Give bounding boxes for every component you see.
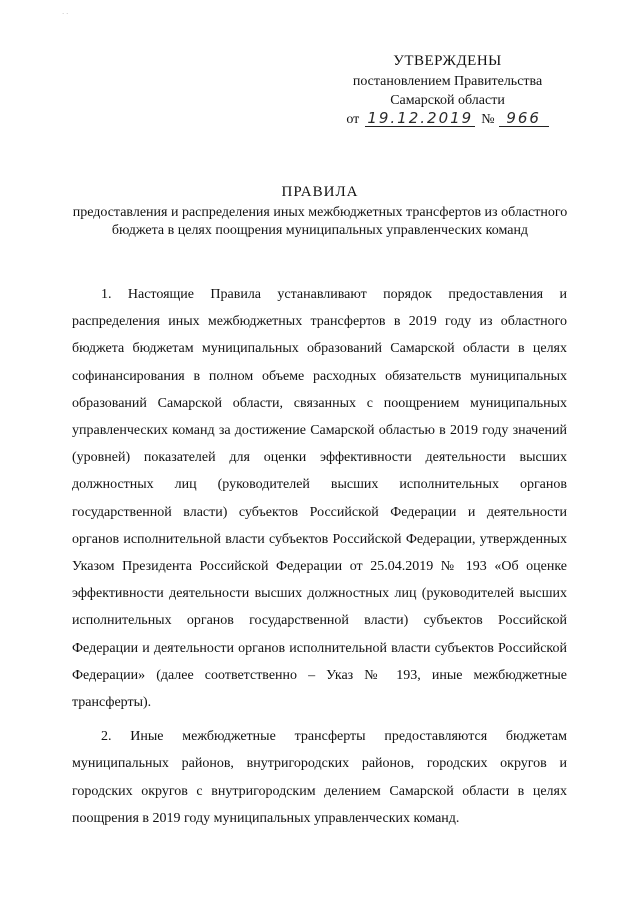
handwritten-date: 19.12.2019 xyxy=(365,111,475,127)
number-sign: № xyxy=(481,112,495,127)
document-body xyxy=(72,281,567,839)
approval-stamp xyxy=(335,52,560,129)
approval-line-1: постановлением Правительства xyxy=(352,74,543,89)
approval-date-line xyxy=(335,110,560,129)
document-title xyxy=(70,183,570,240)
title-subtitle: предоставления и распределения иных межбюджетных трансфертов из областного бюджета в целях поощрения муниципальных управленческих команд xyxy=(72,205,568,238)
title-heading: ПРАВИЛА xyxy=(281,184,359,200)
paragraph-2: 2. Иные межбюджетные трансферты предоставляются бюджетам муниципальных районов, внутригородских районов, городских округов и городских округов с внутригородским делением Самарской области в целях поощрения в 2019 году муниципальных управленческих команд. xyxy=(72,729,567,826)
date-prefix: от xyxy=(346,112,360,127)
approval-title: УТВЕРЖДЕНЫ xyxy=(393,53,502,69)
paragraph-1: 1. Настоящие Правила устанавливают порядок предоставления и распределения иных межбюджетных трансфертов в 2019 году из областного бюджета бюджетам муниципальных образований Самарской области в целях софинансирования в полном объеме расходных обязательств муниципальных образований Самарской области, связанных с поощрением муниципальных управленческих команд за достижение Самарской областью в 2019 году значений (уровней) показателей для оценки эффективности деятельности высших должностных лиц (руководителей высших исполнительных органов государственной власти) субъектов Российской Федерации и деятельности органов исполнительной власти субъектов Российской Федерации, утвержденных Указом Президента Российской Федерации от 25.04.2019 № 193 «Об оценке эффективности деятельности высших должностных лиц (руководителей высших исполнительных органов государственной власти) субъектов Российской Федерации и деятельности органов исполнительной власти субъектов Российской Федерации» (далее соответственно – Указ № 193, иные межбюджетные трансферты). xyxy=(72,287,567,711)
approval-line-2: Самарской области xyxy=(390,93,505,108)
handwritten-number: 966 xyxy=(499,111,549,127)
scan-marks: ` ` xyxy=(62,12,69,20)
